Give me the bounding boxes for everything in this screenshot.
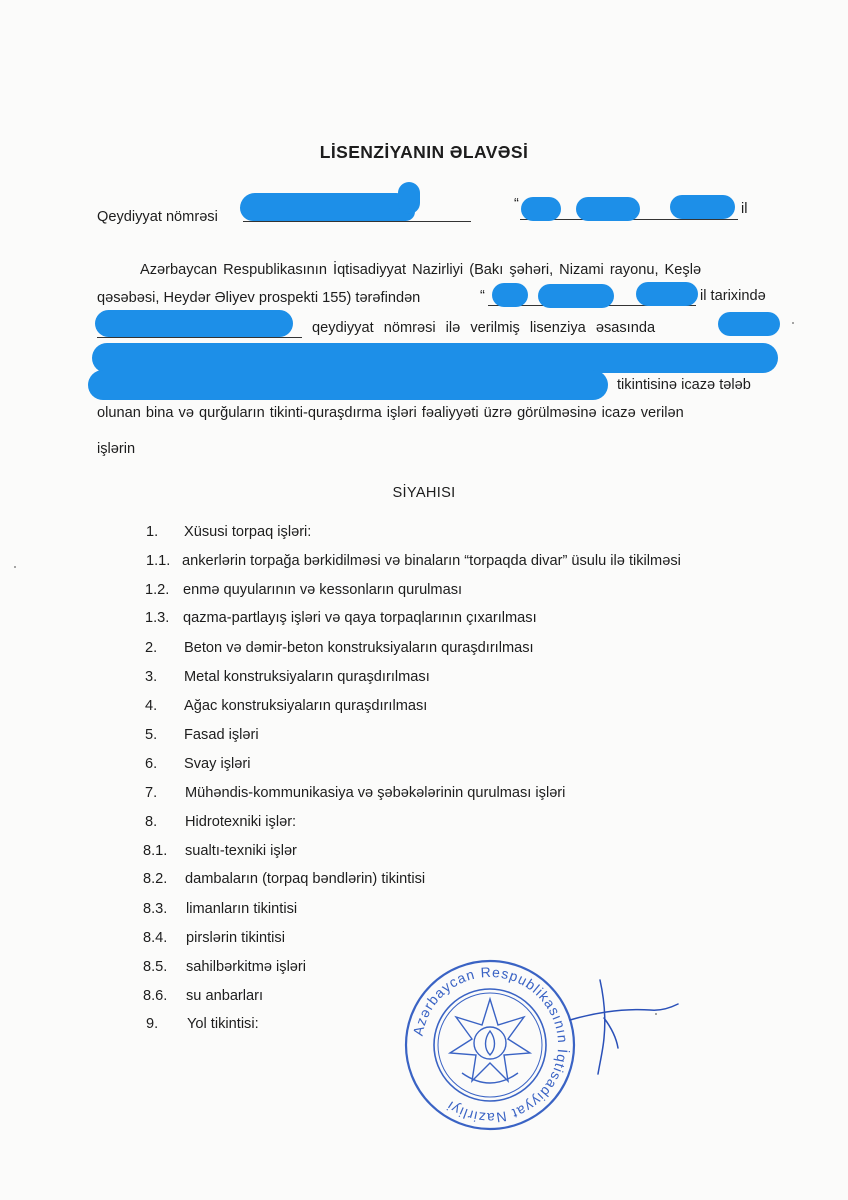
- list-item-label: Mühəndis-kommunikasiya və şəbəkələrinin qurulması işləri: [185, 785, 566, 801]
- list-item-number: 6.: [145, 756, 158, 772]
- list-item-label: Fasad işləri: [184, 727, 259, 743]
- list-item-number: 8.3.: [143, 901, 168, 917]
- list-item-number: 8.2.: [143, 871, 168, 887]
- paper-speck: [792, 322, 794, 324]
- list-heading: SİYAHISI: [392, 485, 456, 501]
- list-item-number: 8.4.: [143, 930, 168, 946]
- list-item-label: dambaların (torpaq bəndlərin) tikintisi: [185, 871, 426, 887]
- registration-label: Qeydiyyat nömrəsi: [97, 209, 218, 225]
- redaction-mark: [240, 193, 415, 221]
- paragraph-line-2b: il tarixində: [700, 288, 766, 304]
- list-item-label: Yol tikintisi:: [187, 1016, 259, 1032]
- registration-underline: [243, 221, 471, 222]
- redaction-mark: [95, 310, 293, 337]
- redaction-mark: [88, 370, 608, 400]
- date-quote-open-2: “: [480, 288, 485, 304]
- list-item-number: 8.: [145, 814, 158, 830]
- paragraph-line-6: olunan bina və qurğuların tikinti-quraşdırma işləri fəaliyyəti üzrə görülməsinə icazə verilən: [97, 405, 684, 421]
- list-item-number: 2.: [145, 640, 158, 656]
- list-item-number: 1.3.: [145, 610, 170, 626]
- list-item-number: 9.: [146, 1016, 159, 1032]
- redaction-mark: [538, 284, 614, 308]
- list-item-number: 4.: [145, 698, 158, 714]
- list-item-label: ankerlərin torpağa bərkidilməsi və binaların “torpaqda divar” üsulu ilə tikilməsi: [182, 553, 681, 569]
- paragraph-line-2a: qəsəbəsi, Heydər Əliyev prospekti 155) tərəfindən: [97, 290, 421, 306]
- svg-text:Azərbaycan Respublikasının İqt: Azərbaycan Respublikasının İqtisadiyyat Nazirliyi: [409, 963, 572, 1127]
- list-item-number: 3.: [145, 669, 158, 685]
- redaction-mark: [576, 197, 640, 221]
- paragraph-line-5a: tikintisinə icazə tələb: [617, 377, 751, 393]
- paper-speck: [14, 566, 16, 568]
- list-item-number: 7.: [145, 785, 158, 801]
- list-item-number: 8.1.: [143, 843, 168, 859]
- redaction-mark: [521, 197, 561, 221]
- list-item-number: 8.6.: [143, 988, 168, 1004]
- list-item-label: qazma-partlayış işləri və qaya torpaqlarının çıxarılması: [183, 610, 537, 626]
- list-item-label: sualtı-texniki işlər: [185, 843, 297, 859]
- paragraph-line-1: Azərbaycan Respublikasının İqtisadiyyat Nazirliyi (Bakı şəhəri, Nizami rayonu, Keşlə: [140, 262, 702, 278]
- list-item-label: Ağac konstruksiyaların quraşdırılması: [184, 698, 428, 714]
- list-item-label: limanların tikintisi: [186, 901, 298, 917]
- list-item-number: 1.2.: [145, 582, 170, 598]
- ministry-stamp: [400, 955, 580, 1135]
- list-item-label: Beton və dəmir-beton konstruksiyaların quraşdırılması: [184, 640, 534, 656]
- redaction-mark: [492, 283, 528, 307]
- list-item-number: 8.5.: [143, 959, 168, 975]
- redaction-mark: [398, 182, 420, 214]
- list-item-label: Metal konstruksiyaların quraşdırılması: [184, 669, 430, 685]
- list-item-number: 1.: [146, 524, 159, 540]
- list-item-number: 1.1.: [146, 553, 171, 569]
- paragraph-line-3a: qeydiyyat nömrəsi ilə verilmiş lisenziya əsasında: [312, 320, 656, 336]
- list-item-number: 5.: [145, 727, 158, 743]
- paragraph-line-7: işlərin: [97, 441, 136, 457]
- signature: [560, 978, 680, 1078]
- redaction-mark: [670, 195, 735, 219]
- list-item-label: enmə quyularının və kessonların qurulması: [183, 582, 463, 598]
- redaction-mark: [718, 312, 780, 336]
- paper-speck: [655, 1013, 657, 1015]
- list-item-label: Xüsusi torpaq işləri:: [184, 524, 312, 540]
- year-suffix: il: [741, 201, 748, 217]
- redaction-mark: [92, 343, 778, 373]
- redaction-mark: [636, 282, 698, 306]
- number-underline: [97, 337, 302, 338]
- list-item-label: Svay işləri: [184, 756, 251, 772]
- document-title: LİSENZİYANIN ƏLAVƏSİ: [319, 142, 529, 162]
- list-item-label: Hidrotexniki işlər:: [185, 814, 297, 830]
- date-quote-open: “: [514, 196, 519, 212]
- list-item-label: su anbarları: [186, 988, 264, 1004]
- list-item-label: pirslərin tikintisi: [186, 930, 285, 946]
- list-item-label: sahilbərkitmə işləri: [186, 959, 307, 975]
